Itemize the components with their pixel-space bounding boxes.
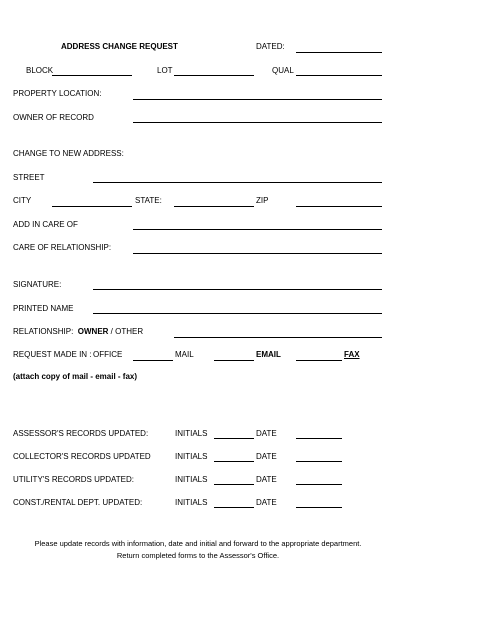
signature-field[interactable] — [93, 289, 382, 290]
date-label: DATE — [256, 475, 277, 484]
form-title: ADDRESS CHANGE REQUEST — [61, 42, 178, 51]
update-row-label: UTILITY'S RECORDS UPDATED: — [13, 475, 134, 484]
fax-option[interactable]: FAX — [344, 350, 360, 359]
dated-label: DATED: — [256, 42, 285, 51]
lot-label: LOT — [157, 66, 173, 75]
initials-field[interactable] — [214, 461, 254, 462]
office-option[interactable]: OFFICE — [93, 350, 123, 359]
date-field[interactable] — [296, 461, 342, 462]
care-relationship-label: CARE OF RELATIONSHIP: — [13, 243, 112, 252]
owner-of-record-field[interactable] — [133, 122, 382, 123]
city-field[interactable] — [52, 206, 132, 207]
block-label: BLOCK — [26, 66, 54, 75]
date-field[interactable] — [296, 507, 342, 508]
printed-name-label: PRINTED NAME — [13, 304, 74, 313]
office-field[interactable] — [133, 360, 173, 361]
initials-label: INITIALS — [175, 429, 208, 438]
relationship-field[interactable] — [174, 337, 382, 338]
initials-label: INITIALS — [175, 475, 208, 484]
printed-name-field[interactable] — [93, 313, 382, 314]
zip-field[interactable] — [296, 206, 382, 207]
update-row-label: COLLECTOR'S RECORDS UPDATED — [13, 452, 151, 461]
relationship-row — [13, 327, 143, 337]
initials-label: INITIALS — [175, 498, 208, 507]
request-made-in-label: REQUEST MADE IN : — [13, 350, 92, 359]
footer-instructions: Please update records with information, date and initial and forward to the appropriate department. — [34, 539, 362, 548]
attach-note: (attach copy of mail - email - fax) — [13, 372, 138, 381]
state-field[interactable] — [174, 206, 254, 207]
block-field[interactable] — [52, 75, 132, 76]
signature-label: SIGNATURE: — [13, 280, 62, 289]
date-label: DATE — [256, 498, 277, 507]
property-location-label: PROPERTY LOCATION: — [13, 89, 102, 98]
owner-of-record-label: OWNER OF RECORD — [13, 113, 94, 122]
relationship-label: RELATIONSHIP: — [13, 327, 74, 336]
email-field[interactable] — [296, 360, 342, 361]
update-row-label: CONST./RENTAL DEPT. UPDATED: — [13, 498, 143, 507]
relationship-owner-option[interactable]: OWNER — [77, 327, 109, 336]
date-label: DATE — [256, 429, 277, 438]
in-care-of-label: ADD IN CARE OF — [13, 220, 78, 229]
date-field[interactable] — [296, 484, 342, 485]
initials-field[interactable] — [214, 484, 254, 485]
state-label: STATE: — [135, 196, 162, 205]
initials-field[interactable] — [214, 507, 254, 508]
care-relationship-field[interactable] — [133, 253, 382, 254]
date-label: DATE — [256, 452, 277, 461]
initials-field[interactable] — [214, 438, 254, 439]
zip-label: ZIP — [256, 196, 269, 205]
footer-return-note: Return completed forms to the Assessor's Office. — [116, 551, 280, 560]
update-row-label: ASSESSOR'S RECORDS UPDATED: — [13, 429, 149, 438]
qual-field[interactable] — [296, 75, 382, 76]
in-care-of-field[interactable] — [133, 229, 382, 230]
mail-field[interactable] — [214, 360, 254, 361]
property-location-field[interactable] — [133, 99, 382, 100]
street-label: STREET — [13, 173, 45, 182]
email-option[interactable]: EMAIL — [256, 350, 281, 359]
new-address-heading: CHANGE TO NEW ADDRESS: — [13, 149, 124, 158]
dated-field[interactable] — [296, 52, 382, 53]
mail-option[interactable]: MAIL — [175, 350, 194, 359]
city-label: CITY — [13, 196, 32, 205]
qual-label: QUAL — [272, 66, 294, 75]
street-field[interactable] — [93, 182, 382, 183]
relationship-other-option[interactable]: OTHER — [115, 327, 144, 336]
date-field[interactable] — [296, 438, 342, 439]
relationship-separator: / — [110, 327, 113, 336]
lot-field[interactable] — [174, 75, 254, 76]
initials-label: INITIALS — [175, 452, 208, 461]
